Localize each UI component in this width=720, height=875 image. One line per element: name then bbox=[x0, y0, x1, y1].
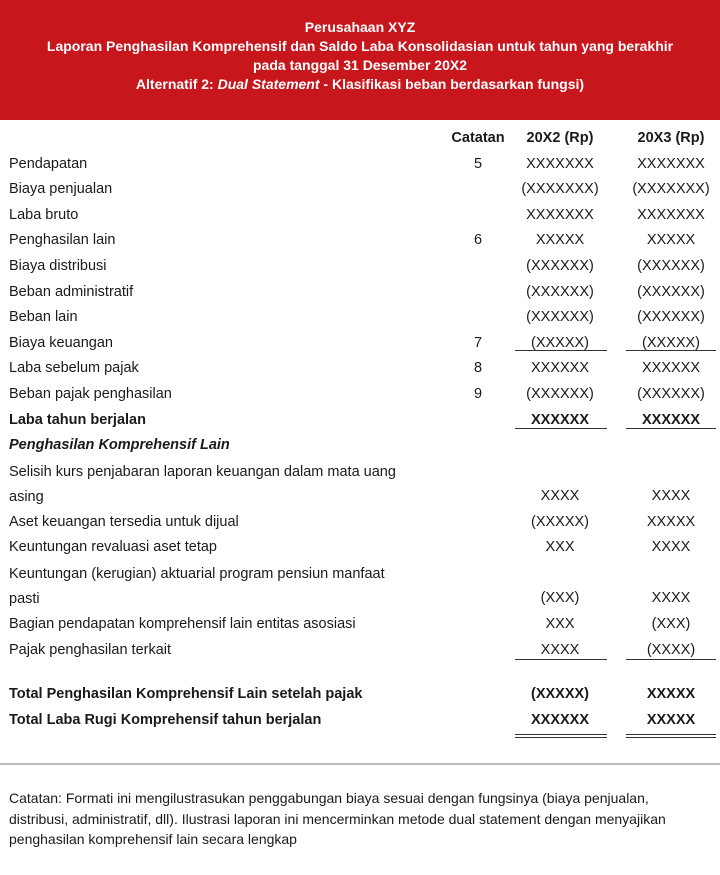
row-value-year-2: (XXX) bbox=[651, 615, 691, 632]
table-row bbox=[0, 612, 720, 638]
row-label: Beban administratif bbox=[9, 283, 134, 300]
total-double-rule bbox=[626, 734, 716, 738]
statement-title-line-1: Laporan Penghasilan Komprehensif dan Saldo Laba Konsolidasian untuk tahun yang berakhir bbox=[46, 38, 674, 54]
table-row bbox=[0, 459, 720, 510]
row-value-year-1: XXXXXX bbox=[530, 360, 590, 377]
subtotal-rule bbox=[515, 428, 607, 429]
row-label: Total Laba Rugi Komprehensif tahun berjalan bbox=[9, 711, 322, 728]
row-value-year-2: XXXX bbox=[651, 589, 691, 606]
row-value-year-2: XXXXX bbox=[646, 513, 696, 530]
table-row bbox=[0, 280, 720, 306]
row-label: Laba tahun berjalan bbox=[9, 411, 146, 428]
row-label: Biaya distribusi bbox=[9, 257, 107, 274]
row-note: 5 bbox=[473, 155, 483, 172]
row-value-year-2: XXXX bbox=[651, 487, 691, 504]
table-row bbox=[0, 708, 720, 734]
row-value-year-2: (XXXX) bbox=[646, 641, 696, 658]
row-value-year-2: XXXXXXX bbox=[637, 206, 705, 223]
column-header-note: Catatan bbox=[451, 130, 505, 146]
row-value-year-2: XXXXX bbox=[646, 711, 696, 728]
row-note: 6 bbox=[473, 232, 483, 249]
alternative-prefix: Alternatif 2: bbox=[135, 76, 218, 92]
table-row bbox=[0, 382, 720, 408]
row-note: 9 bbox=[473, 385, 483, 402]
table-row bbox=[0, 561, 720, 612]
row-value-year-1: XXXX bbox=[540, 641, 580, 658]
total-double-rule bbox=[515, 734, 607, 738]
row-label: Biaya keuangan bbox=[9, 334, 113, 351]
section-heading-row bbox=[0, 433, 720, 459]
table-row bbox=[0, 228, 720, 254]
subtotal-rule bbox=[626, 659, 716, 660]
alternative-suffix: - Klasifikasi beban berdasarkan fungsi) bbox=[319, 76, 585, 92]
row-label: Penghasilan lain bbox=[9, 232, 116, 249]
subtotal-rule bbox=[515, 659, 607, 660]
row-value-year-1: XXXXXX bbox=[530, 411, 590, 428]
column-header-year-2: 20X3 (Rp) bbox=[637, 130, 705, 146]
row-value-year-2: XXXXXX bbox=[641, 360, 701, 377]
table-row bbox=[0, 356, 720, 382]
row-label: Selisih kurs penjabaran laporan keuangan dalam mata uang asing bbox=[9, 463, 396, 505]
row-label: Pajak penghasilan terkait bbox=[9, 641, 172, 658]
table-row bbox=[0, 203, 720, 229]
row-value-year-1: XXXXX bbox=[535, 232, 585, 249]
row-label: Keuntungan revaluasi aset tetap bbox=[9, 539, 217, 556]
subtotal-rule bbox=[626, 350, 716, 351]
row-value-year-1: (XXXXXX) bbox=[526, 309, 594, 326]
row-label: Aset keuangan tersedia untuk dijual bbox=[9, 513, 239, 530]
section-heading: Penghasilan Komprehensif Lain bbox=[9, 437, 230, 454]
table-row bbox=[0, 510, 720, 536]
row-value-year-2: (XXXXXX) bbox=[637, 385, 705, 402]
spacer-row bbox=[0, 663, 720, 682]
row-value-year-2: XXXXXX bbox=[641, 411, 701, 428]
table-row bbox=[0, 331, 720, 357]
subtotal-rule bbox=[515, 350, 607, 351]
row-value-year-2: XXXXX bbox=[646, 686, 696, 703]
table-row bbox=[0, 682, 720, 708]
row-value-year-1: (XXXXX) bbox=[530, 513, 589, 530]
row-value-year-2: XXXX bbox=[651, 539, 691, 556]
row-value-year-1: XXX bbox=[545, 539, 575, 556]
row-value-year-1: (XXXXX) bbox=[530, 334, 589, 351]
row-value-year-1: XXXXXXX bbox=[526, 206, 594, 223]
column-header-row bbox=[0, 126, 720, 152]
row-label: Pendapatan bbox=[9, 155, 88, 172]
row-value-year-1: XXXX bbox=[540, 487, 580, 504]
row-value-year-2: (XXXXXX) bbox=[637, 257, 705, 274]
footer-divider bbox=[0, 763, 720, 765]
row-label: Keuntungan (kerugian) aktuarial program pensiun manfaat pasti bbox=[9, 565, 385, 607]
row-value-year-2: (XXXXXX) bbox=[637, 283, 705, 300]
row-label: Biaya penjualan bbox=[9, 181, 113, 198]
row-value-year-1: XXXXXX bbox=[530, 711, 590, 728]
row-label: Total Penghasilan Komprehensif Lain setelah pajak bbox=[9, 686, 363, 703]
row-value-year-2: XXXXX bbox=[646, 232, 696, 249]
footer-note: Catatan: Formati ini mengilustrasukan penggabungan biaya sesuai dengan fungsinya (biaya penjualan, distribusi, administratif, dll). Ilustrasi laporan ini mencerminkan metode dual statement dengan menyajikan penghasilan komprehensif lain secara lengkap bbox=[9, 790, 666, 847]
table-row bbox=[0, 638, 720, 664]
row-value-year-1: (XXX) bbox=[540, 589, 580, 606]
row-label: Beban pajak penghasilan bbox=[9, 385, 172, 402]
alternative-italic: Dual Statement bbox=[217, 76, 320, 92]
table-row bbox=[0, 535, 720, 561]
row-value-year-2: XXXXXXX bbox=[637, 155, 705, 172]
row-value-year-2: (XXXXX) bbox=[641, 334, 700, 351]
row-label: Laba bruto bbox=[9, 206, 79, 223]
table-row bbox=[0, 254, 720, 280]
column-header-year-1: 20X2 (Rp) bbox=[526, 130, 594, 146]
row-label: Bagian pendapatan komprehensif lain entitas asosiasi bbox=[9, 615, 356, 632]
row-label: Laba sebelum pajak bbox=[9, 360, 139, 377]
row-value-year-1: (XXXXX) bbox=[530, 686, 589, 703]
row-value-year-1: (XXXXXX) bbox=[526, 257, 594, 274]
statement-alternative bbox=[0, 75, 720, 94]
row-value-year-1: (XXXXXX) bbox=[526, 385, 594, 402]
subtotal-rule bbox=[626, 428, 716, 429]
table-row bbox=[0, 305, 720, 331]
statement-title-line-2: pada tanggal 31 Desember 20X2 bbox=[253, 57, 467, 73]
company-name: Perusahaan XYZ bbox=[304, 19, 416, 35]
row-note: 7 bbox=[473, 334, 483, 351]
table-row bbox=[0, 408, 720, 434]
statement-table bbox=[0, 126, 720, 733]
table-row bbox=[0, 152, 720, 178]
row-value-year-1: XXXXXXX bbox=[526, 155, 594, 172]
row-value-year-2: (XXXXXX) bbox=[637, 309, 705, 326]
table-row bbox=[0, 177, 720, 203]
row-label: Beban lain bbox=[9, 309, 78, 326]
row-value-year-1: (XXXXXXX) bbox=[521, 181, 599, 198]
statement-header bbox=[0, 0, 720, 120]
row-value-year-2: (XXXXXXX) bbox=[632, 181, 710, 198]
row-value-year-1: XXX bbox=[545, 615, 575, 632]
row-note: 8 bbox=[473, 360, 483, 377]
row-value-year-1: (XXXXXX) bbox=[526, 283, 594, 300]
